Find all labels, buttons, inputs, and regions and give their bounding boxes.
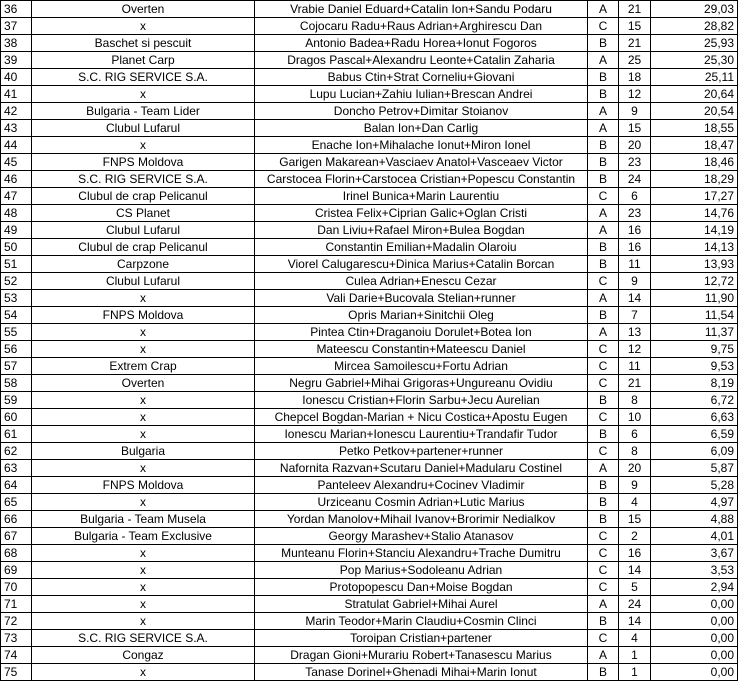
table-row: [1, 426, 738, 443]
cell-team: Clubul Lufarul: [32, 222, 255, 239]
cell-team: x: [32, 579, 255, 596]
cell-sector: B: [588, 86, 619, 103]
table-row: [1, 443, 738, 460]
cell-pieces: 8: [619, 392, 651, 409]
cell-rank: 73: [1, 630, 32, 647]
cell-rank: 70: [1, 579, 32, 596]
cell-members: Dan Liviu+Rafael Miron+Bulea Bogdan: [255, 222, 588, 239]
table-row: [1, 358, 738, 375]
cell-weight: 11,54: [651, 307, 738, 324]
cell-team: x: [32, 137, 255, 154]
cell-members: Vrabie Daniel Eduard+Catalin Ion+Sandu Podaru: [255, 1, 588, 18]
table-row: [1, 460, 738, 477]
cell-members: Garigen Makarean+Vasciaev Anatol+Vasceaev Victor: [255, 154, 588, 171]
cell-weight: 0,00: [651, 630, 738, 647]
table-row: [1, 171, 738, 188]
cell-pieces: 16: [619, 239, 651, 256]
table-row: [1, 324, 738, 341]
cell-sector: A: [588, 52, 619, 69]
cell-members: Babus Ctin+Strat Corneliu+Giovani: [255, 69, 588, 86]
cell-rank: 57: [1, 358, 32, 375]
cell-team: CS Planet: [32, 205, 255, 222]
cell-members: Antonio Badea+Radu Horea+Ionut Fogoros: [255, 35, 588, 52]
cell-weight: 0,00: [651, 613, 738, 630]
cell-members: Enache Ion+Mihalache Ionut+Miron Ionel: [255, 137, 588, 154]
cell-sector: C: [588, 273, 619, 290]
cell-rank: 50: [1, 239, 32, 256]
cell-weight: 11,90: [651, 290, 738, 307]
cell-team: x: [32, 494, 255, 511]
cell-team: Bulgaria - Team Exclusive: [32, 528, 255, 545]
cell-pieces: 24: [619, 596, 651, 613]
cell-sector: B: [588, 307, 619, 324]
cell-rank: 52: [1, 273, 32, 290]
table-row: [1, 341, 738, 358]
cell-sector: C: [588, 562, 619, 579]
cell-members: Toroipan Cristian+partener: [255, 630, 588, 647]
cell-members: Mircea Samoilescu+Fortu Adrian: [255, 358, 588, 375]
cell-team: x: [32, 324, 255, 341]
cell-rank: 66: [1, 511, 32, 528]
cell-pieces: 14: [619, 562, 651, 579]
cell-pieces: 9: [619, 103, 651, 120]
cell-sector: B: [588, 171, 619, 188]
cell-sector: C: [588, 443, 619, 460]
cell-sector: A: [588, 103, 619, 120]
cell-weight: 0,00: [651, 647, 738, 664]
cell-members: Lupu Lucian+Zahiu Iulian+Brescan Andrei: [255, 86, 588, 103]
cell-rank: 58: [1, 375, 32, 392]
table-row: [1, 596, 738, 613]
cell-weight: 14,19: [651, 222, 738, 239]
cell-team: S.C. RIG SERVICE S.A.: [32, 171, 255, 188]
results-table-body: [1, 1, 738, 681]
cell-rank: 39: [1, 52, 32, 69]
cell-members: Negru Gabriel+Mihai Grigoras+Ungureanu Ovidiu: [255, 375, 588, 392]
cell-members: Urziceanu Cosmin Adrian+Lutic Marius: [255, 494, 588, 511]
cell-weight: 25,93: [651, 35, 738, 52]
cell-pieces: 8: [619, 443, 651, 460]
cell-pieces: 2: [619, 528, 651, 545]
cell-pieces: 9: [619, 273, 651, 290]
cell-sector: B: [588, 494, 619, 511]
cell-team: x: [32, 562, 255, 579]
cell-weight: 6,09: [651, 443, 738, 460]
cell-sector: C: [588, 528, 619, 545]
cell-rank: 59: [1, 392, 32, 409]
cell-team: Overten: [32, 375, 255, 392]
cell-pieces: 12: [619, 86, 651, 103]
cell-weight: 4,88: [651, 511, 738, 528]
table-row: [1, 562, 738, 579]
cell-rank: 38: [1, 35, 32, 52]
cell-members: Nafornita Razvan+Scutaru Daniel+Madularu Costinel: [255, 460, 588, 477]
cell-members: Munteanu Florin+Stanciu Alexandru+Trache Dumitru: [255, 545, 588, 562]
cell-team: x: [32, 426, 255, 443]
cell-team: x: [32, 290, 255, 307]
table-row: [1, 154, 738, 171]
cell-pieces: 21: [619, 375, 651, 392]
cell-sector: C: [588, 630, 619, 647]
cell-sector: A: [588, 290, 619, 307]
cell-members: Viorel Calugarescu+Dinica Marius+Catalin Borcan: [255, 256, 588, 273]
table-row: [1, 307, 738, 324]
cell-weight: 20,54: [651, 103, 738, 120]
cell-team: x: [32, 18, 255, 35]
cell-members: Ionescu Cristian+Florin Sarbu+Jecu Aurelian: [255, 392, 588, 409]
table-row: [1, 290, 738, 307]
table-row: [1, 579, 738, 596]
cell-members: Petko Petkov+partener+runner: [255, 443, 588, 460]
cell-members: Dragan Gioni+Murariu Robert+Tanasescu Marius: [255, 647, 588, 664]
cell-sector: A: [588, 120, 619, 137]
table-row: [1, 69, 738, 86]
cell-rank: 71: [1, 596, 32, 613]
cell-weight: 14,13: [651, 239, 738, 256]
cell-weight: 3,67: [651, 545, 738, 562]
cell-team: x: [32, 613, 255, 630]
cell-pieces: 1: [619, 664, 651, 681]
cell-pieces: 4: [619, 494, 651, 511]
cell-pieces: 23: [619, 154, 651, 171]
table-row: [1, 613, 738, 630]
cell-pieces: 16: [619, 545, 651, 562]
cell-team: Clubul de crap Pelicanul: [32, 188, 255, 205]
cell-rank: 43: [1, 120, 32, 137]
cell-rank: 36: [1, 1, 32, 18]
cell-members: Georgy Marashev+Stalio Atanasov: [255, 528, 588, 545]
cell-rank: 51: [1, 256, 32, 273]
cell-sector: B: [588, 69, 619, 86]
table-row: [1, 1, 738, 18]
cell-sector: B: [588, 154, 619, 171]
table-row: [1, 273, 738, 290]
cell-rank: 61: [1, 426, 32, 443]
cell-pieces: 11: [619, 358, 651, 375]
cell-rank: 74: [1, 647, 32, 664]
cell-weight: 9,75: [651, 341, 738, 358]
table-row: [1, 664, 738, 681]
cell-members: Pintea Ctin+Draganoiu Dorulet+Botea Ion: [255, 324, 588, 341]
cell-weight: 13,93: [651, 256, 738, 273]
cell-weight: 6,59: [651, 426, 738, 443]
table-row: [1, 52, 738, 69]
cell-sector: C: [588, 409, 619, 426]
cell-rank: 56: [1, 341, 32, 358]
cell-weight: 29,03: [651, 1, 738, 18]
cell-pieces: 13: [619, 324, 651, 341]
cell-rank: 60: [1, 409, 32, 426]
cell-pieces: 6: [619, 426, 651, 443]
cell-pieces: 7: [619, 307, 651, 324]
cell-team: FNPS Moldova: [32, 307, 255, 324]
cell-team: Bulgaria - Team Lider: [32, 103, 255, 120]
cell-members: Chepcel Bogdan-Marian + Nicu Costica+Apostu Eugen: [255, 409, 588, 426]
cell-pieces: 18: [619, 69, 651, 86]
table-row: [1, 205, 738, 222]
cell-sector: A: [588, 596, 619, 613]
cell-weight: 6,63: [651, 409, 738, 426]
cell-sector: A: [588, 647, 619, 664]
table-row: [1, 494, 738, 511]
cell-team: x: [32, 545, 255, 562]
cell-team: S.C. RIG SERVICE S.A.: [32, 630, 255, 647]
cell-rank: 54: [1, 307, 32, 324]
cell-members: Constantin Emilian+Madalin Olaroiu: [255, 239, 588, 256]
table-row: [1, 188, 738, 205]
cell-members: Mateescu Constantin+Mateescu Daniel: [255, 341, 588, 358]
cell-members: Cojocaru Radu+Raus Adrian+Arghirescu Dan: [255, 18, 588, 35]
cell-rank: 63: [1, 460, 32, 477]
cell-members: Pop Marius+Sodoleanu Adrian: [255, 562, 588, 579]
table-row: [1, 477, 738, 494]
cell-members: Culea Adrian+Enescu Cezar: [255, 273, 588, 290]
cell-sector: C: [588, 341, 619, 358]
cell-sector: A: [588, 222, 619, 239]
table-row: [1, 392, 738, 409]
cell-pieces: 21: [619, 1, 651, 18]
cell-rank: 75: [1, 664, 32, 681]
cell-pieces: 6: [619, 188, 651, 205]
cell-members: Dragos Pascal+Alexandru Leonte+Catalin Zaharia: [255, 52, 588, 69]
table-row: [1, 256, 738, 273]
cell-team: Overten: [32, 1, 255, 18]
cell-members: Protopopescu Dan+Moise Bogdan: [255, 579, 588, 596]
table-row: [1, 18, 738, 35]
cell-sector: B: [588, 35, 619, 52]
cell-team: x: [32, 460, 255, 477]
cell-members: Carstocea Florin+Carstocea Cristian+Popescu Constantin: [255, 171, 588, 188]
cell-pieces: 1: [619, 647, 651, 664]
cell-rank: 47: [1, 188, 32, 205]
cell-pieces: 16: [619, 222, 651, 239]
cell-sector: B: [588, 256, 619, 273]
table-row: [1, 409, 738, 426]
cell-rank: 62: [1, 443, 32, 460]
cell-team: x: [32, 664, 255, 681]
cell-pieces: 10: [619, 409, 651, 426]
cell-rank: 49: [1, 222, 32, 239]
cell-rank: 40: [1, 69, 32, 86]
cell-weight: 4,97: [651, 494, 738, 511]
cell-team: x: [32, 341, 255, 358]
cell-weight: 18,55: [651, 120, 738, 137]
table-row: [1, 222, 738, 239]
cell-team: Extrem Crap: [32, 358, 255, 375]
cell-members: Marin Teodor+Marin Claudiu+Cosmin Clinci: [255, 613, 588, 630]
cell-team: Clubul de crap Pelicanul: [32, 239, 255, 256]
cell-weight: 28,82: [651, 18, 738, 35]
table-row: [1, 545, 738, 562]
cell-rank: 41: [1, 86, 32, 103]
cell-weight: 18,47: [651, 137, 738, 154]
table-row: [1, 647, 738, 664]
cell-rank: 42: [1, 103, 32, 120]
cell-sector: B: [588, 511, 619, 528]
cell-weight: 3,53: [651, 562, 738, 579]
table-row: [1, 239, 738, 256]
cell-team: Bulgaria - Team Musela: [32, 511, 255, 528]
cell-pieces: 14: [619, 290, 651, 307]
cell-weight: 11,37: [651, 324, 738, 341]
cell-team: Baschet si pescuit: [32, 35, 255, 52]
cell-pieces: 4: [619, 630, 651, 647]
cell-sector: C: [588, 188, 619, 205]
cell-rank: 37: [1, 18, 32, 35]
cell-team: Carpzone: [32, 256, 255, 273]
cell-team: Congaz: [32, 647, 255, 664]
cell-rank: 46: [1, 171, 32, 188]
cell-rank: 65: [1, 494, 32, 511]
cell-weight: 17,27: [651, 188, 738, 205]
table-row: [1, 35, 738, 52]
cell-pieces: 15: [619, 120, 651, 137]
cell-rank: 72: [1, 613, 32, 630]
cell-pieces: 21: [619, 35, 651, 52]
cell-sector: A: [588, 324, 619, 341]
cell-sector: B: [588, 392, 619, 409]
cell-team: x: [32, 596, 255, 613]
cell-weight: 18,29: [651, 171, 738, 188]
cell-members: Yordan Manolov+Mihail Ivanov+Brorimir Nedialkov: [255, 511, 588, 528]
table-row: [1, 630, 738, 647]
cell-team: Clubul Lufarul: [32, 120, 255, 137]
cell-pieces: 23: [619, 205, 651, 222]
cell-rank: 68: [1, 545, 32, 562]
cell-sector: B: [588, 613, 619, 630]
cell-sector: C: [588, 545, 619, 562]
cell-sector: C: [588, 18, 619, 35]
cell-weight: 20,64: [651, 86, 738, 103]
table-row: [1, 375, 738, 392]
cell-weight: 18,46: [651, 154, 738, 171]
cell-team: S.C. RIG SERVICE S.A.: [32, 69, 255, 86]
cell-members: Stratulat Gabriel+Mihai Aurel: [255, 596, 588, 613]
table-row: [1, 86, 738, 103]
cell-pieces: 5: [619, 579, 651, 596]
cell-weight: 5,87: [651, 460, 738, 477]
cell-rank: 64: [1, 477, 32, 494]
cell-weight: 2,94: [651, 579, 738, 596]
cell-sector: C: [588, 375, 619, 392]
cell-members: Vali Darie+Bucovala Stelian+runner: [255, 290, 588, 307]
table-row: [1, 120, 738, 137]
cell-pieces: 25: [619, 52, 651, 69]
cell-team: x: [32, 409, 255, 426]
cell-team: Planet Carp: [32, 52, 255, 69]
cell-sector: A: [588, 205, 619, 222]
cell-members: Ionescu Marian+Ionescu Laurentiu+Trandafir Tudor: [255, 426, 588, 443]
cell-weight: 14,76: [651, 205, 738, 222]
cell-rank: 44: [1, 137, 32, 154]
cell-weight: 8,19: [651, 375, 738, 392]
cell-sector: A: [588, 460, 619, 477]
cell-pieces: 9: [619, 477, 651, 494]
cell-members: Panteleev Alexandru+Cocinev Vladimir: [255, 477, 588, 494]
cell-weight: 12,72: [651, 273, 738, 290]
cell-members: Irinel Bunica+Marin Laurentiu: [255, 188, 588, 205]
cell-sector: C: [588, 579, 619, 596]
cell-sector: B: [588, 477, 619, 494]
cell-sector: A: [588, 1, 619, 18]
cell-team: Bulgaria: [32, 443, 255, 460]
cell-team: FNPS Moldova: [32, 154, 255, 171]
cell-pieces: 20: [619, 460, 651, 477]
cell-weight: 0,00: [651, 596, 738, 613]
cell-team: x: [32, 392, 255, 409]
cell-sector: B: [588, 664, 619, 681]
cell-weight: 0,00: [651, 664, 738, 681]
cell-weight: 25,11: [651, 69, 738, 86]
cell-members: Doncho Petrov+Dimitar Stoianov: [255, 103, 588, 120]
cell-pieces: 20: [619, 137, 651, 154]
cell-rank: 67: [1, 528, 32, 545]
table-row: [1, 511, 738, 528]
cell-members: Tanase Dorinel+Ghenadi Mihai+Marin Ionut: [255, 664, 588, 681]
cell-sector: B: [588, 137, 619, 154]
cell-pieces: 14: [619, 613, 651, 630]
cell-sector: C: [588, 358, 619, 375]
cell-rank: 55: [1, 324, 32, 341]
cell-members: Cristea Felix+Ciprian Galic+Oglan Cristi: [255, 205, 588, 222]
cell-members: Opris Marian+Sinitchii Oleg: [255, 307, 588, 324]
cell-sector: B: [588, 239, 619, 256]
cell-team: x: [32, 86, 255, 103]
cell-weight: 25,30: [651, 52, 738, 69]
cell-pieces: 12: [619, 341, 651, 358]
cell-rank: 48: [1, 205, 32, 222]
cell-rank: 69: [1, 562, 32, 579]
cell-team: FNPS Moldova: [32, 477, 255, 494]
cell-rank: 45: [1, 154, 32, 171]
cell-rank: 53: [1, 290, 32, 307]
cell-weight: 5,28: [651, 477, 738, 494]
cell-weight: 6,72: [651, 392, 738, 409]
cell-weight: 4,01: [651, 528, 738, 545]
cell-pieces: 15: [619, 511, 651, 528]
table-row: [1, 103, 738, 120]
cell-weight: 9,53: [651, 358, 738, 375]
table-row: [1, 137, 738, 154]
cell-team: Clubul Lufarul: [32, 273, 255, 290]
cell-sector: B: [588, 426, 619, 443]
cell-pieces: 11: [619, 256, 651, 273]
table-row: [1, 528, 738, 545]
cell-pieces: 15: [619, 18, 651, 35]
cell-pieces: 24: [619, 171, 651, 188]
cell-members: Balan Ion+Dan Carlig: [255, 120, 588, 137]
